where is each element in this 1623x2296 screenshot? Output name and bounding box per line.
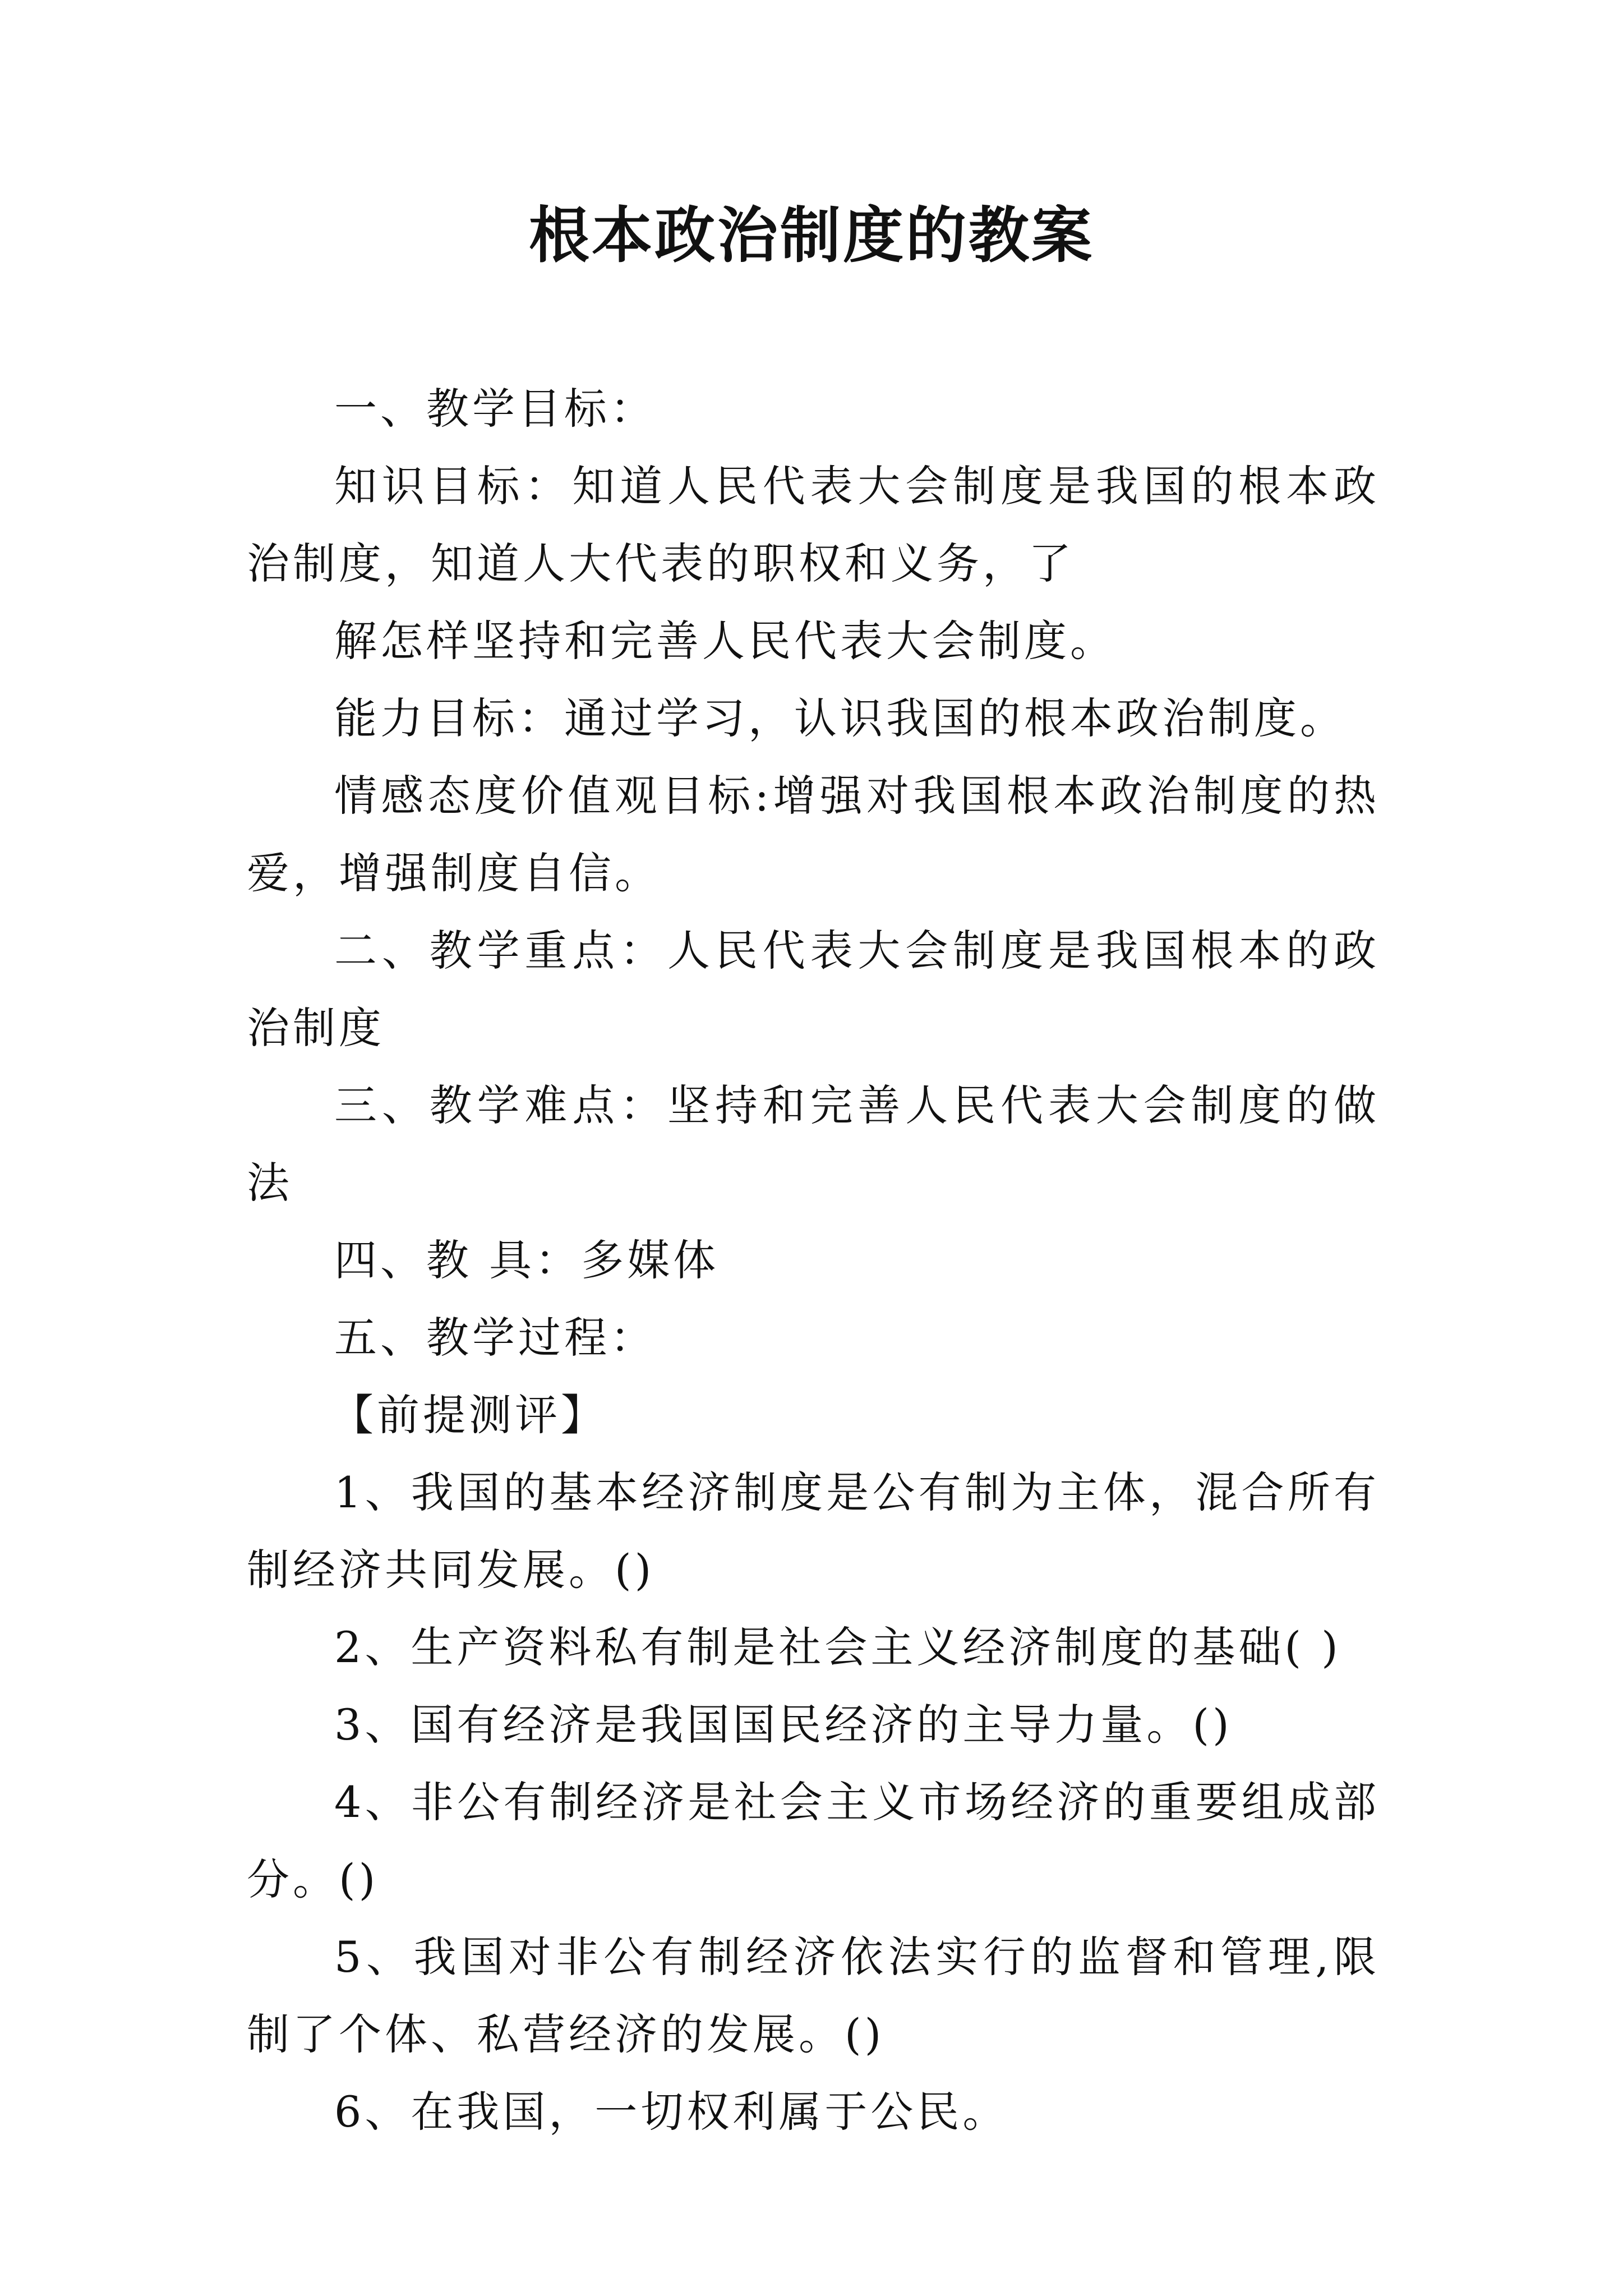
- document-title: 根本政治制度的教案: [528, 200, 1094, 271]
- document-body: [247, 370, 1380, 2151]
- emotion-objective: 情感态度价值观目标:增强对我国根本政治制度的热爱，增强制度自信。: [247, 771, 1380, 898]
- ability-objective: 能力目标：通过学习，认识我国的根本政治制度。: [334, 693, 1346, 743]
- quiz-item: 6、在我国，一切权利属于公民。: [334, 2087, 1009, 2137]
- knowledge-objective: 知识目标：知道人民代表大会制度是我国的根本政治制度，知道人大代表的职权和义务，了: [247, 461, 1380, 588]
- quiz-item: 4、非公有制经济是社会主义市场经济的重要组成部分。(): [247, 1777, 1380, 1904]
- knowledge-objective-continued: 解怎样坚持和完善人民代表大会制度。: [334, 616, 1116, 666]
- pre-test-heading: 【前提测评】: [331, 1390, 607, 1440]
- quiz-item: 1、我国的基本经济制度是公有制为主体，混合所有制经济共同发展。(): [247, 1467, 1380, 1595]
- quiz-item: 2、生产资料私有制是社会主义经济制度的基础( ): [334, 1622, 1341, 1672]
- section-objectives-heading: 一、教学目标：: [334, 384, 656, 434]
- teaching-tools: 四、教 具：多媒体: [334, 1235, 720, 1285]
- quiz-item: 3、国有经济是我国国民经济的主导力量。(): [334, 1700, 1233, 1750]
- quiz-item: 5、我国对非公有制经济依法实行的监督和管理,限制了个体、私营经济的发展。(): [247, 1932, 1380, 2059]
- teaching-process-heading: 五、教学过程：: [334, 1313, 656, 1363]
- teaching-difficulty: 三、教学难点：坚持和完善人民代表大会制度的做法: [247, 1080, 1380, 1208]
- teaching-key-point: 二、教学重点：人民代表大会制度是我国根本的政治制度: [247, 926, 1380, 1053]
